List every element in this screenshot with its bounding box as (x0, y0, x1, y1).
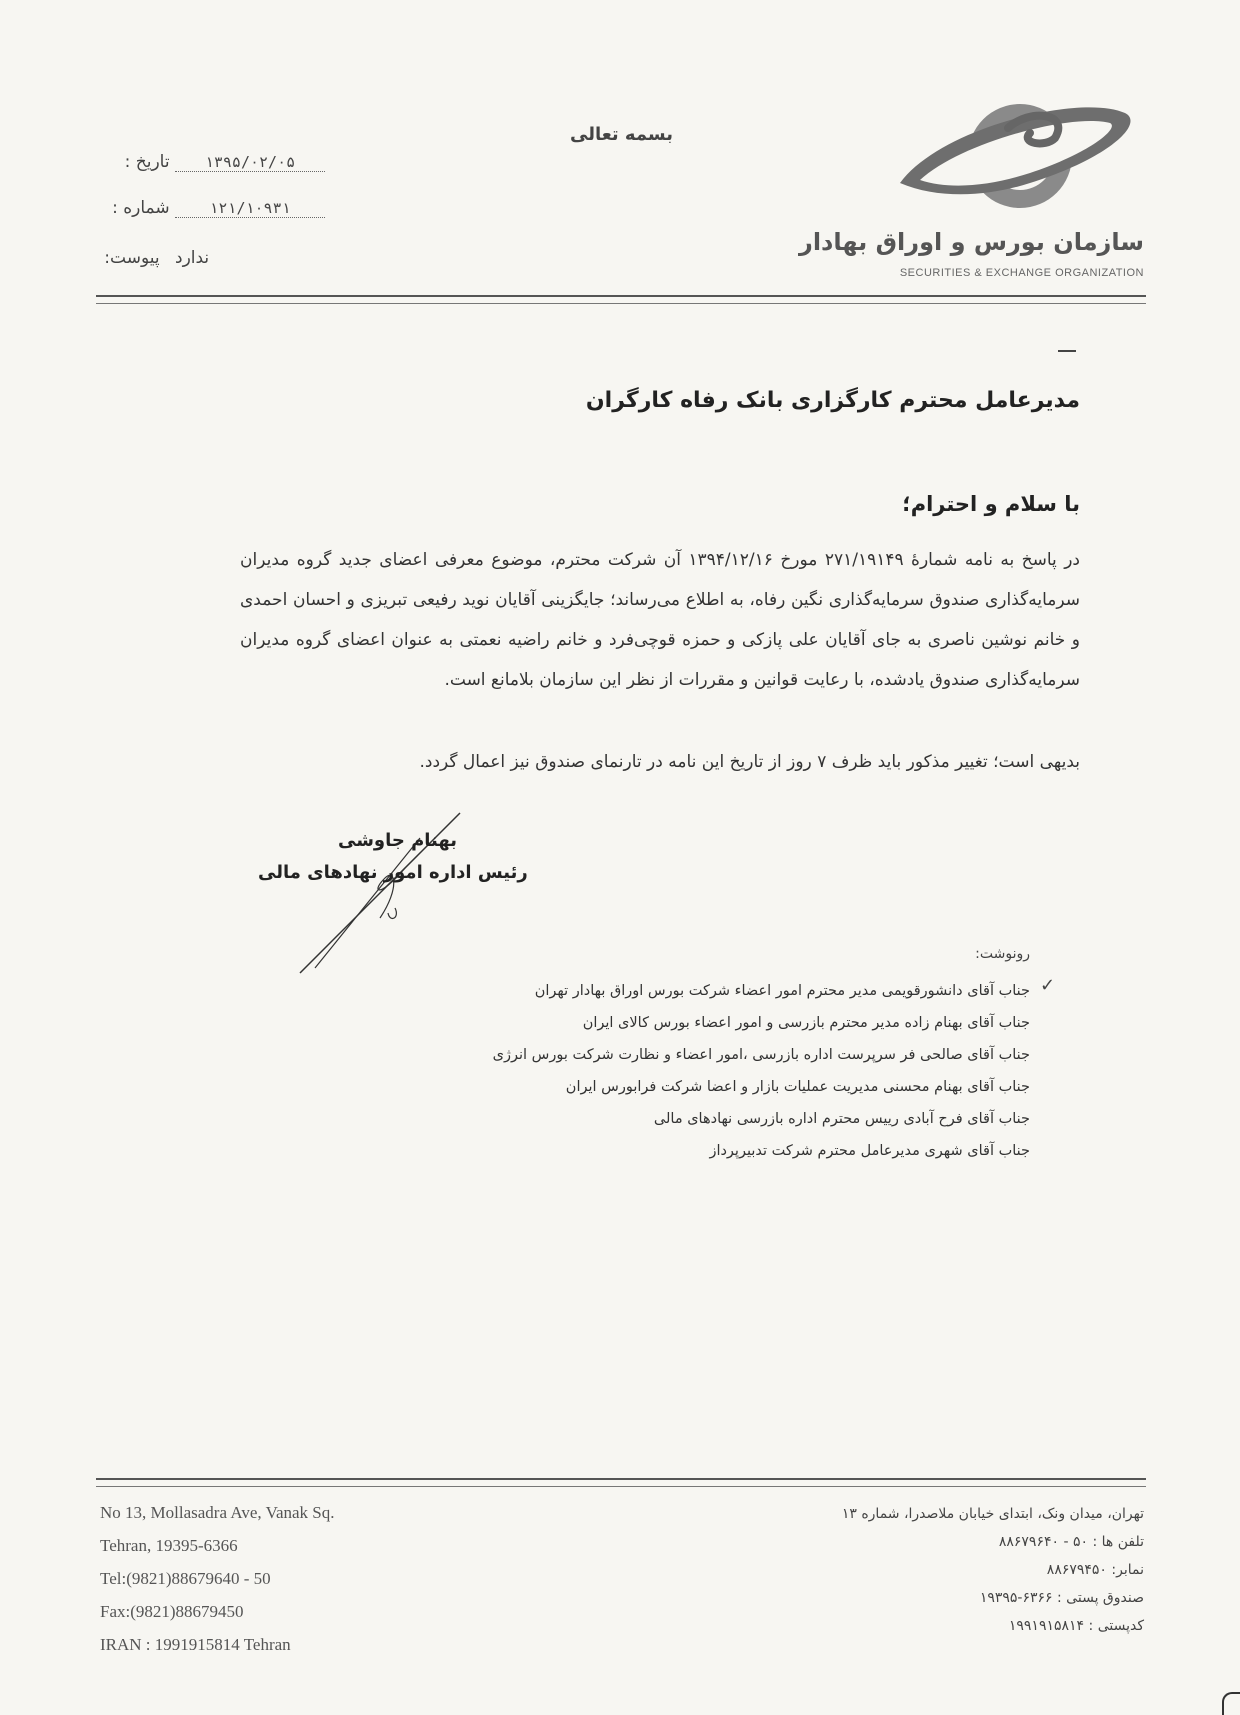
footer-address-fa (842, 1500, 1144, 1640)
cc-item: جناب آقای دانشورقویمی مدیر محترم امور اعضاء شرکت بورس اوراق بهادار تهران (534, 983, 1030, 999)
footer-en-line: Tel:(9821)88679640 - 50 (100, 1569, 271, 1588)
closing-sentence: بدیهی است؛ تغییر مذکور باید ظرف ۷ روز از تاریخ این نامه در تارنمای صندوق نیز اعمال گردد. (419, 752, 1080, 772)
date-label: تاریخ : (124, 152, 170, 172)
org-name-en: SECURITIES & EXCHANGE ORGANIZATION (899, 267, 1144, 279)
org-name-fa: سازمان بورس و اوراق بهادار (799, 228, 1144, 256)
footer-en-line: Tehran, 19395-6366 (100, 1536, 238, 1555)
cc-item: جناب آقای شهری مدیرعامل محترم شرکت تدبیرپرداز (709, 1143, 1030, 1159)
footer-en-line: Fax:(9821)88679450 (100, 1602, 244, 1621)
number-value: ۱۲۱/۱۰۹۳۱ (175, 199, 325, 218)
signatory-name: بهنام جاوشی (338, 830, 458, 851)
footer-divider (96, 1478, 1146, 1487)
attachment-value: ندارد (175, 248, 210, 268)
seo-logo-icon (880, 88, 1140, 218)
footer-fa-line: تلفن ها : ۵۰ - ۸۸۶۷۹۶۴۰ (998, 1534, 1144, 1550)
attachment-label: پیوست: (104, 248, 160, 268)
cc-item: جناب آقای صالحی فر سرپرست اداره بازرسی ،امور اعضاء و نظارت شرکت بورس انرژی (492, 1047, 1030, 1063)
attachment-row (90, 248, 325, 268)
footer-fa-line: صندوق پستی : ۶۳۶۶-۱۹۳۹۵ (979, 1590, 1144, 1606)
signatory-title: رئیس اداره امور نهادهای مالی (258, 862, 528, 883)
cc-item: جناب آقای فرح آبادی رییس محترم اداره بازرسی نهادهای مالی (653, 1111, 1030, 1127)
letter-body (240, 540, 1080, 700)
dash-mark (1058, 350, 1076, 352)
cc-label: رونوشت: (975, 946, 1030, 962)
body-paragraph: در پاسخ به نامه شمارۀ ۲۷۱/۱۹۱۴۹ مورخ ۱۳۹۴/۱۲/۱۶ آن شرکت محترم، موضوع معرفی اعضای جدید گروه مدیران سرمایه‌گذاری صندوق سرمایه‌گذاری نگین رفاه، به اطلاع می‌رساند؛ جایگزینی آقایان نوید رفیعی تبریزی و احسان احمدی و خانم نوشین ناصری به جای آقایان علی پازکی و حمزه قوچی‌فرد و خانم راضیه نعمتی به عنوان اعضای گروه مدیران سرمایه‌گذاری صندوق یادشده، با رعایت قوانین و مقررات از نظر این سازمان بلامانع است. (240, 550, 1080, 690)
footer-en-line: No 13, Mollasadra Ave, Vanak Sq. (100, 1503, 335, 1522)
footer-fa-line: کدپستی : ۱۹۹۱۹۱۵۸۱۴ (1008, 1618, 1144, 1634)
page-corner-mark (1222, 1692, 1240, 1715)
date-value: ۱۳۹۵/۰۲/۰۵ (175, 153, 325, 172)
checkmark-icon: ✓ (1040, 975, 1056, 996)
cc-item: جناب آقای بهنام محسنی مدیریت عملیات بازار و اعضا شرکت فرابورس ایران (565, 1079, 1030, 1095)
basmala: بسمه تعالی (570, 124, 673, 145)
number-row (100, 198, 325, 218)
cc-item: جناب آقای بهنام زاده مدیر محترم بازرسی و امور اعضاء بورس کالای ایران (582, 1015, 1030, 1031)
number-label: شماره : (112, 198, 170, 218)
greeting: با سلام و احترام؛ (902, 492, 1080, 516)
footer-address-en (100, 1496, 335, 1661)
footer-fa-line: تهران، میدان ونک، ابتدای خیابان ملاصدرا، شماره ۱۳ (841, 1506, 1144, 1522)
footer-fa-line: نمابر: ۸۸۶۷۹۴۵۰ (1046, 1562, 1144, 1578)
footer-en-line: IRAN : 1991915814 Tehran (100, 1635, 291, 1654)
date-row (100, 152, 325, 172)
header-divider (96, 295, 1146, 304)
cc-list (330, 975, 1030, 1167)
recipient: مدیرعامل محترم کارگزاری بانک رفاه کارگران (585, 388, 1080, 413)
